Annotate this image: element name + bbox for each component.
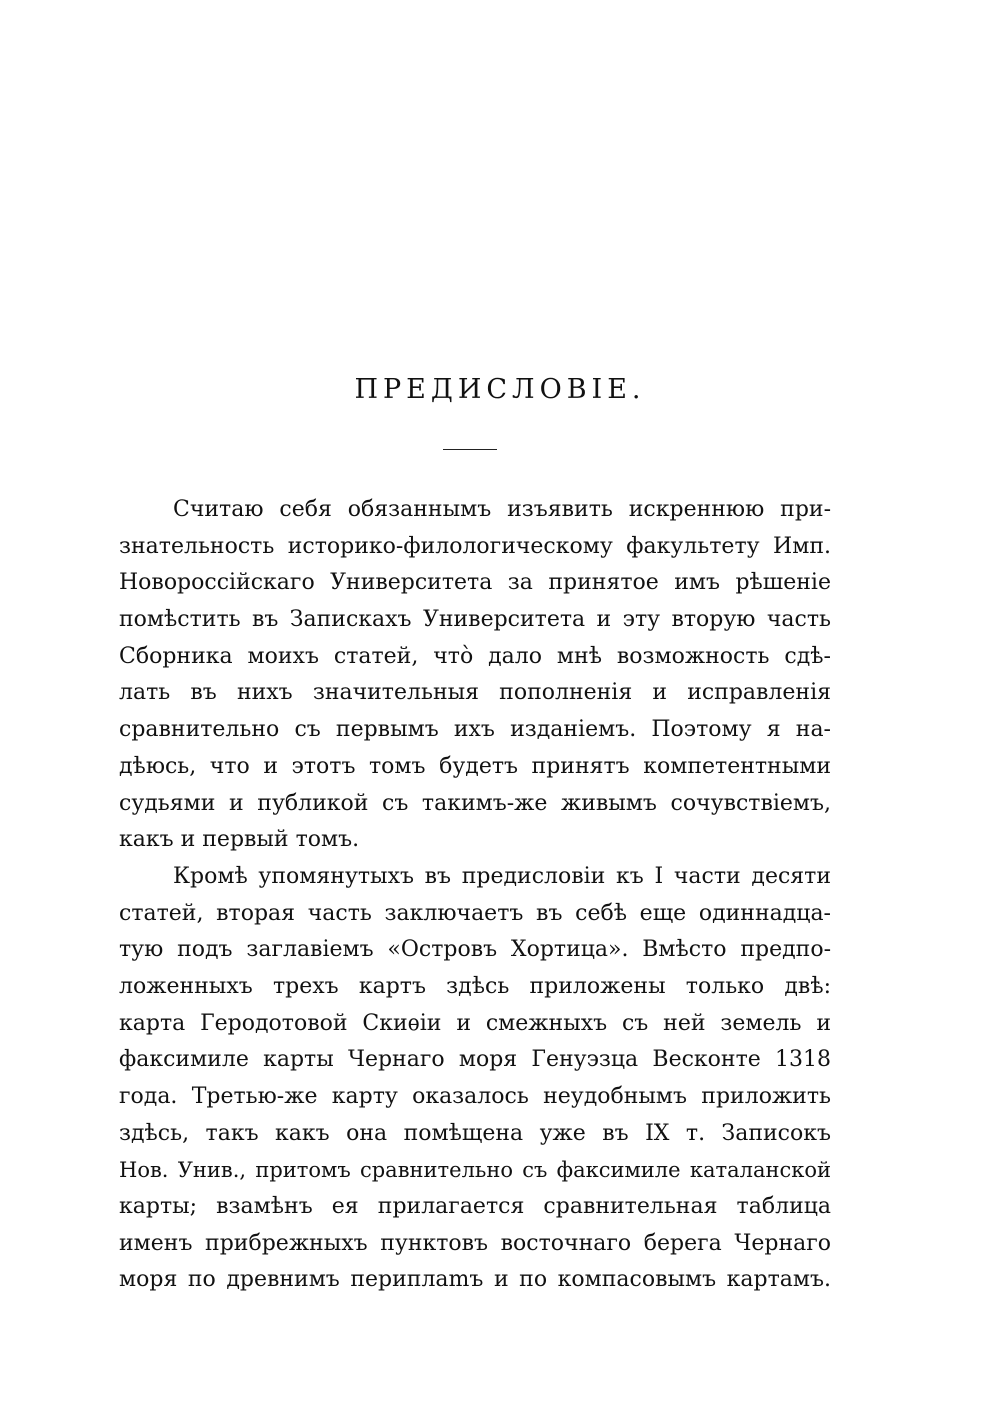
paragraph-2-line-1: Кромѣ упомянутыхъ въ предисловіи къ I части десяти <box>173 863 831 889</box>
paragraph-2-line-8: здѣсь, такъ какъ она помѣщена уже въ IX т. Записокъ <box>119 1120 831 1146</box>
paragraph-1-line-10: какъ и первый томъ. <box>119 827 360 853</box>
paragraph-2-line-3: тую подъ заглавіемъ «Островъ Хортица». Вмѣсто предпо- <box>119 937 831 963</box>
preface-body <box>119 492 831 1299</box>
paragraph-2-line-6: факсимиле карты Чернаго моря Генуэзца Весконте 1318 <box>119 1047 831 1073</box>
paragraph-1-line-7: сравнительно съ первымъ ихъ изданіемъ. Поэтому я на- <box>119 717 831 743</box>
paragraph-2-line-2: статей, вторая часть заключаетъ въ себѣ еще одиннадца- <box>119 900 831 926</box>
title-divider <box>443 449 497 450</box>
paragraph-1-line-9: судьями и публикой съ такимъ-же живымъ сочувствіемъ, <box>119 790 831 816</box>
paragraph-1-line-5: Сборника моихъ статей, что̀ дало мнѣ возможность сдѣ- <box>119 643 831 669</box>
paragraph-1-line-2: знательность историко-филологическому факультету Имп. <box>119 533 831 559</box>
paragraph-2-line-10: карты; взамѣнъ ея прилагается сравнительная таблица <box>119 1194 831 1220</box>
paragraph-2-line-11: именъ прибрежныхъ пунктовъ восточнаго берега Чернаго <box>119 1230 831 1256</box>
page-title: ПРЕДИСЛОВІЕ. <box>354 374 646 405</box>
paragraph-1-line-4: помѣстить въ Запискахъ Университета и эту вторую часть <box>119 607 831 633</box>
paragraph-2-line-9: Нов. Унив., притомъ сравнительно съ факсимиле каталанской <box>119 1158 831 1183</box>
paragraph-1-line-6: лать въ нихъ значительныя пополненія и исправленія <box>119 680 831 706</box>
paragraph-2-line-5: карта Геродотовой Скиѳіи и смежныхъ съ ней земель и <box>119 1010 831 1036</box>
paragraph-2-line-12: моря по древнимъ периплamъ и по компасовымъ картамъ. <box>119 1267 831 1293</box>
paragraph-2-line-4: ложенныхъ трехъ картъ здѣсь приложены только двѣ: <box>119 973 831 999</box>
paragraph-1-line-1: Считаю себя обязаннымъ изъявить искреннюю при- <box>173 497 831 522</box>
paragraph-1-line-8: дѣюсь, что и этотъ томъ будетъ принятъ компетентными <box>119 753 831 779</box>
paragraph-1-line-3: Новороссійскаго Университета за принятое имъ рѣшеніе <box>119 570 831 596</box>
paragraph-2-line-7: года. Третью-же карту оказалось неудобнымъ приложить <box>119 1084 831 1109</box>
